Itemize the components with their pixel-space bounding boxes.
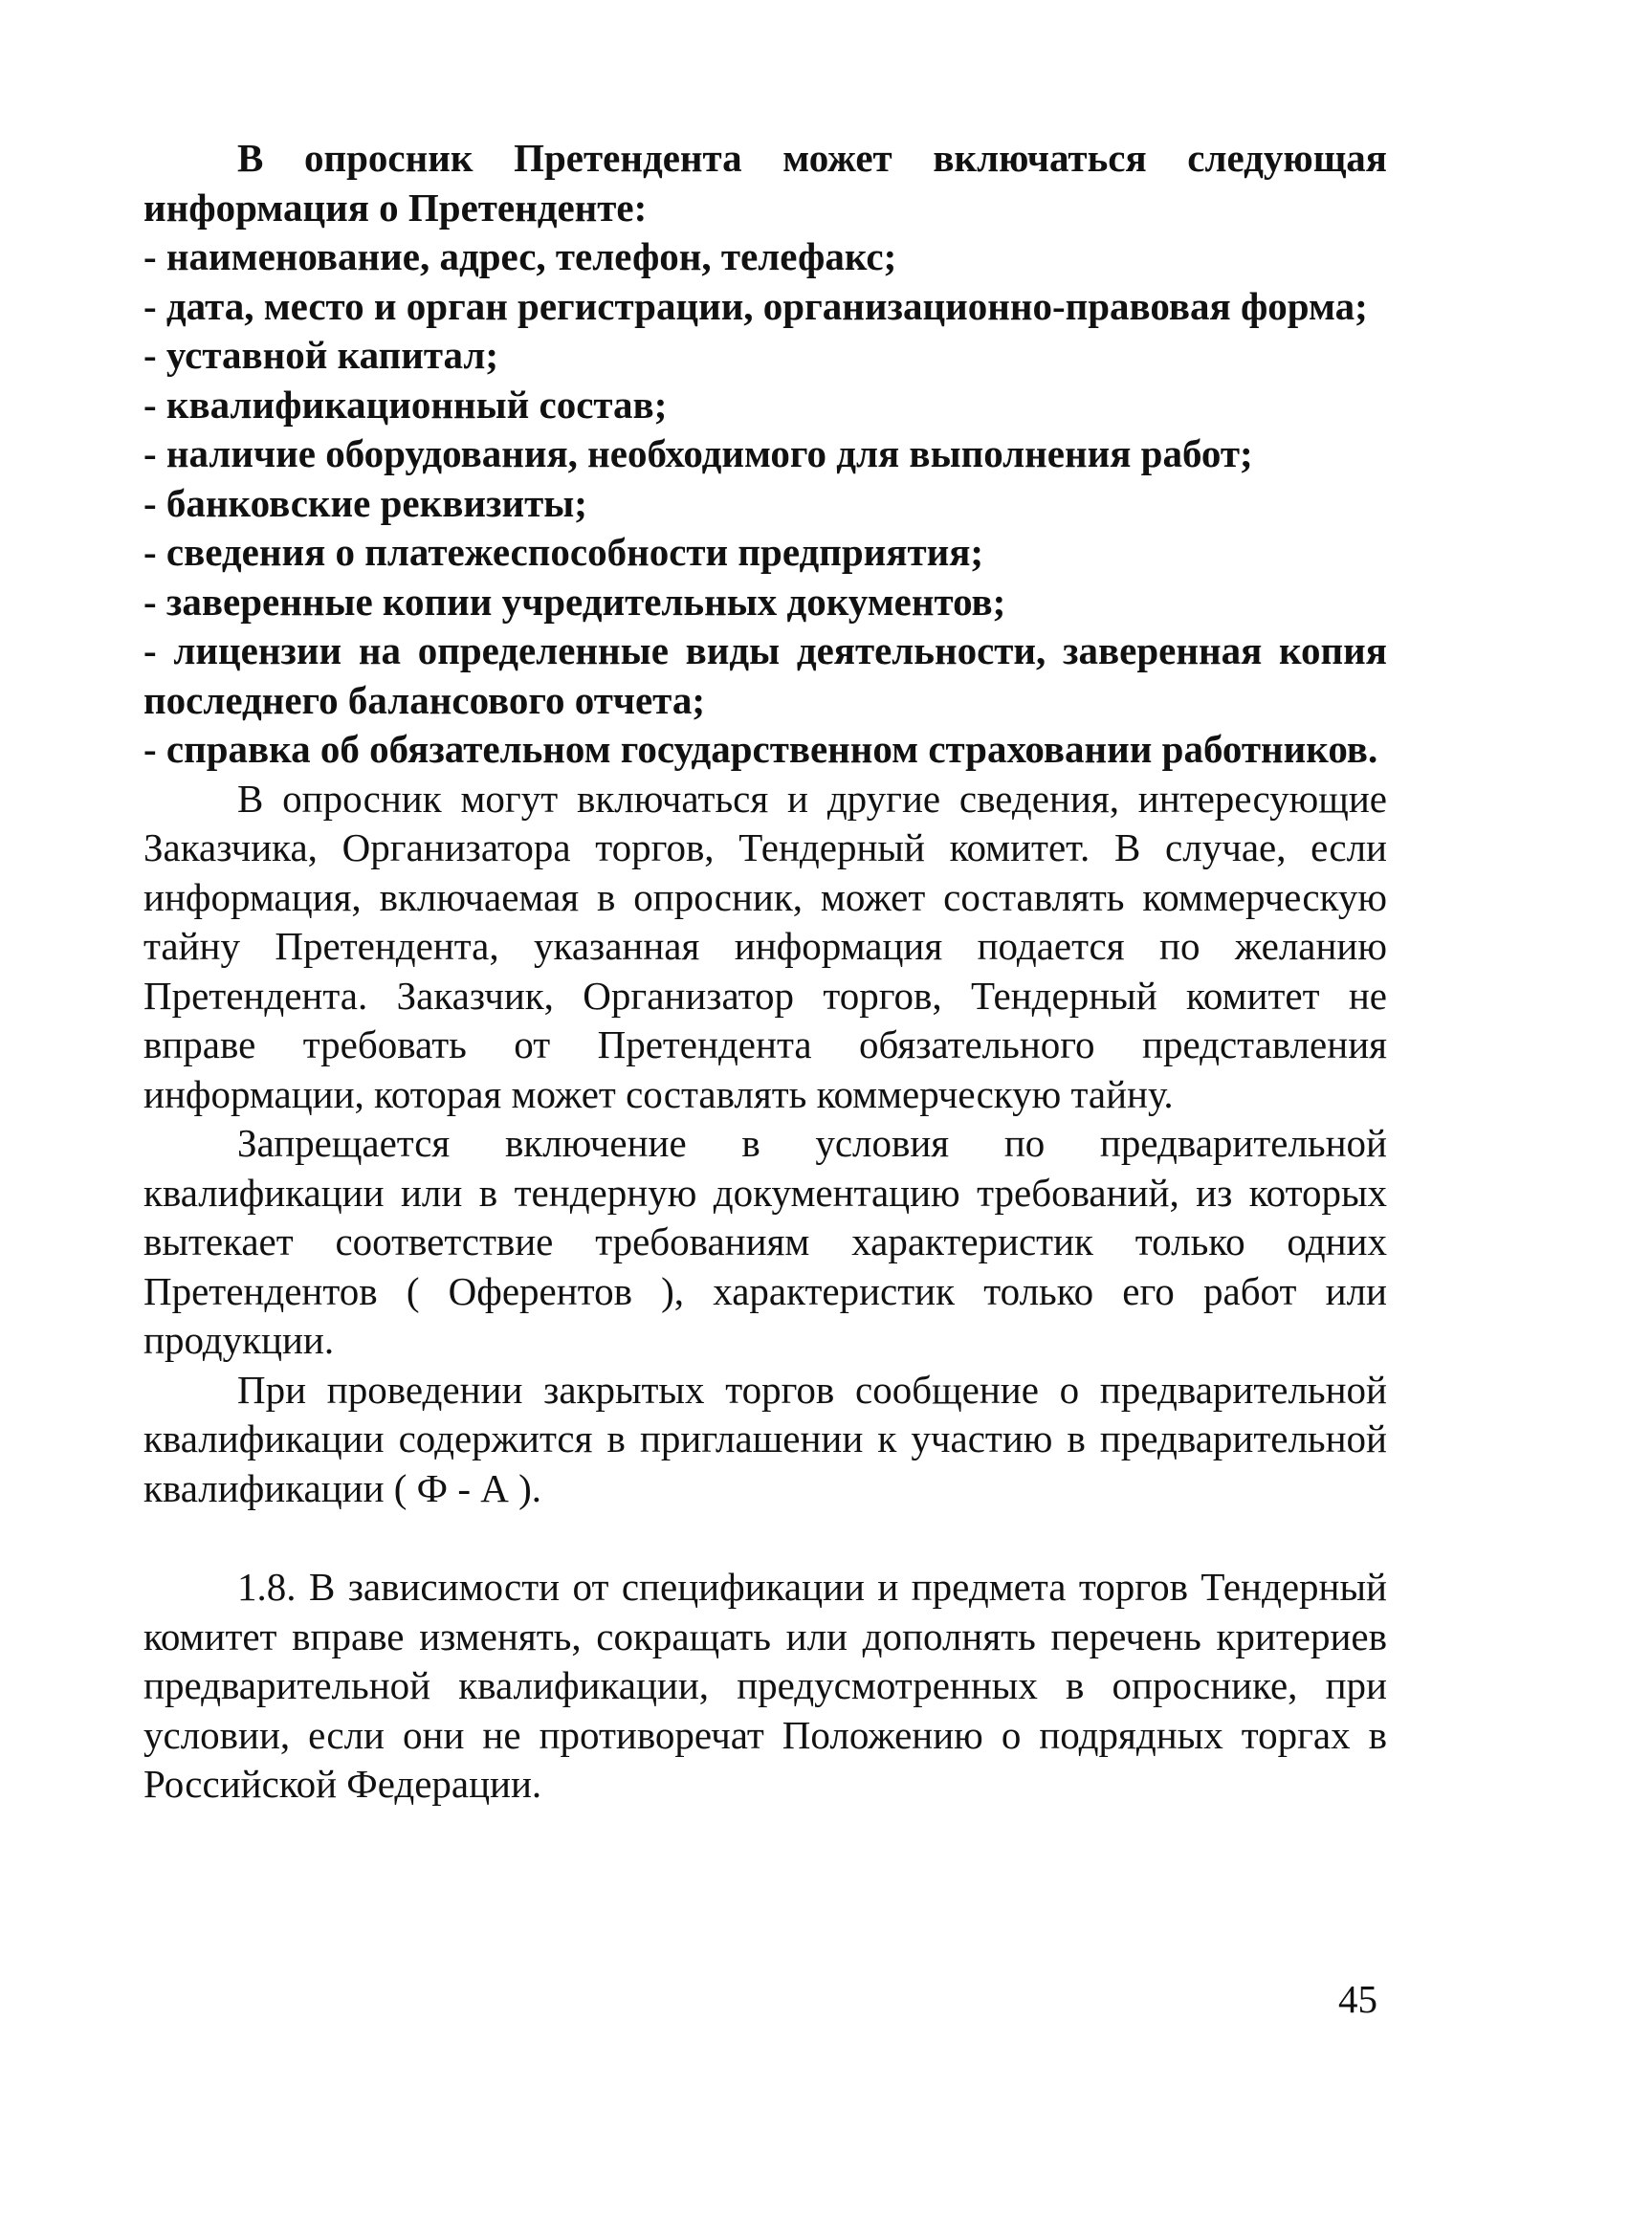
document-body bbox=[143, 134, 1387, 1810]
closed-tenders-paragraph: При проведении закрытых торгов сообщение о предварительной квалификации содержится в приглашении к участию в предварительной квалификации ( Ф - А ). bbox=[143, 1367, 1387, 1510]
list-item: - сведения о платежеспособности предприятия; bbox=[143, 530, 984, 574]
list-item: - наличие оборудования, необходимого для выполнения работ; bbox=[143, 431, 1253, 475]
list-item: - заверенные копии учредительных документов; bbox=[143, 579, 1006, 624]
other-info-paragraph: В опросник могут включаться и другие сведения, интересующие Заказчика, Организатора торгов, Тендерный комитет. В случае, если информация, включаемая в опросник, может составлять коммерческую тайну Претендента, указанная информация подается по желанию Претендента. Заказчик, Организатор торгов, Тендерный комитет не вправе требовать от Претендента обязательного представления информации, которая может составлять коммерческую тайну. bbox=[143, 776, 1387, 1116]
paragraph-spacer bbox=[143, 1513, 1387, 1563]
list-item: - банковские реквизиты; bbox=[143, 480, 587, 525]
page-number: 45 bbox=[1338, 1977, 1377, 2021]
section-1-8-paragraph: 1.8. В зависимости от спецификации и предмета торгов Тендерный комитет вправе изменять, сокращать или дополнять перечень критериев предварительной квалификации, предусмотренных в опроснике, при условии, если они не противоречат Положению о подрядных торгах в Российской Федерации. bbox=[143, 1565, 1387, 1806]
prohibition-paragraph: Запрещается включение в условия по предварительной квалификации или в тендерную документацию требований, из которых вытекает соответствие требованиям характеристик только одних Претендентов ( Оферентов ), характеристик только его работ или продукции. bbox=[143, 1121, 1387, 1362]
list-item: - квалификационный состав; bbox=[143, 382, 668, 427]
list-item: - дата, место и орган регистрации, организационно-правовая форма; bbox=[143, 283, 1368, 328]
list-item: - справка об обязательном государственном страховании работников. bbox=[143, 727, 1378, 771]
list-item: - наименование, адрес, телефон, телефакс; bbox=[143, 234, 897, 278]
list-item: - уставной капитал; bbox=[143, 333, 498, 377]
list-item: - лицензии на определенные виды деятельности, заверенная копия последнего балансового отчета; bbox=[143, 628, 1387, 722]
pretender-info-list bbox=[143, 232, 1387, 775]
intro-paragraph: В опросник Претендента может включаться следующая информация о Претенденте: bbox=[143, 136, 1387, 230]
